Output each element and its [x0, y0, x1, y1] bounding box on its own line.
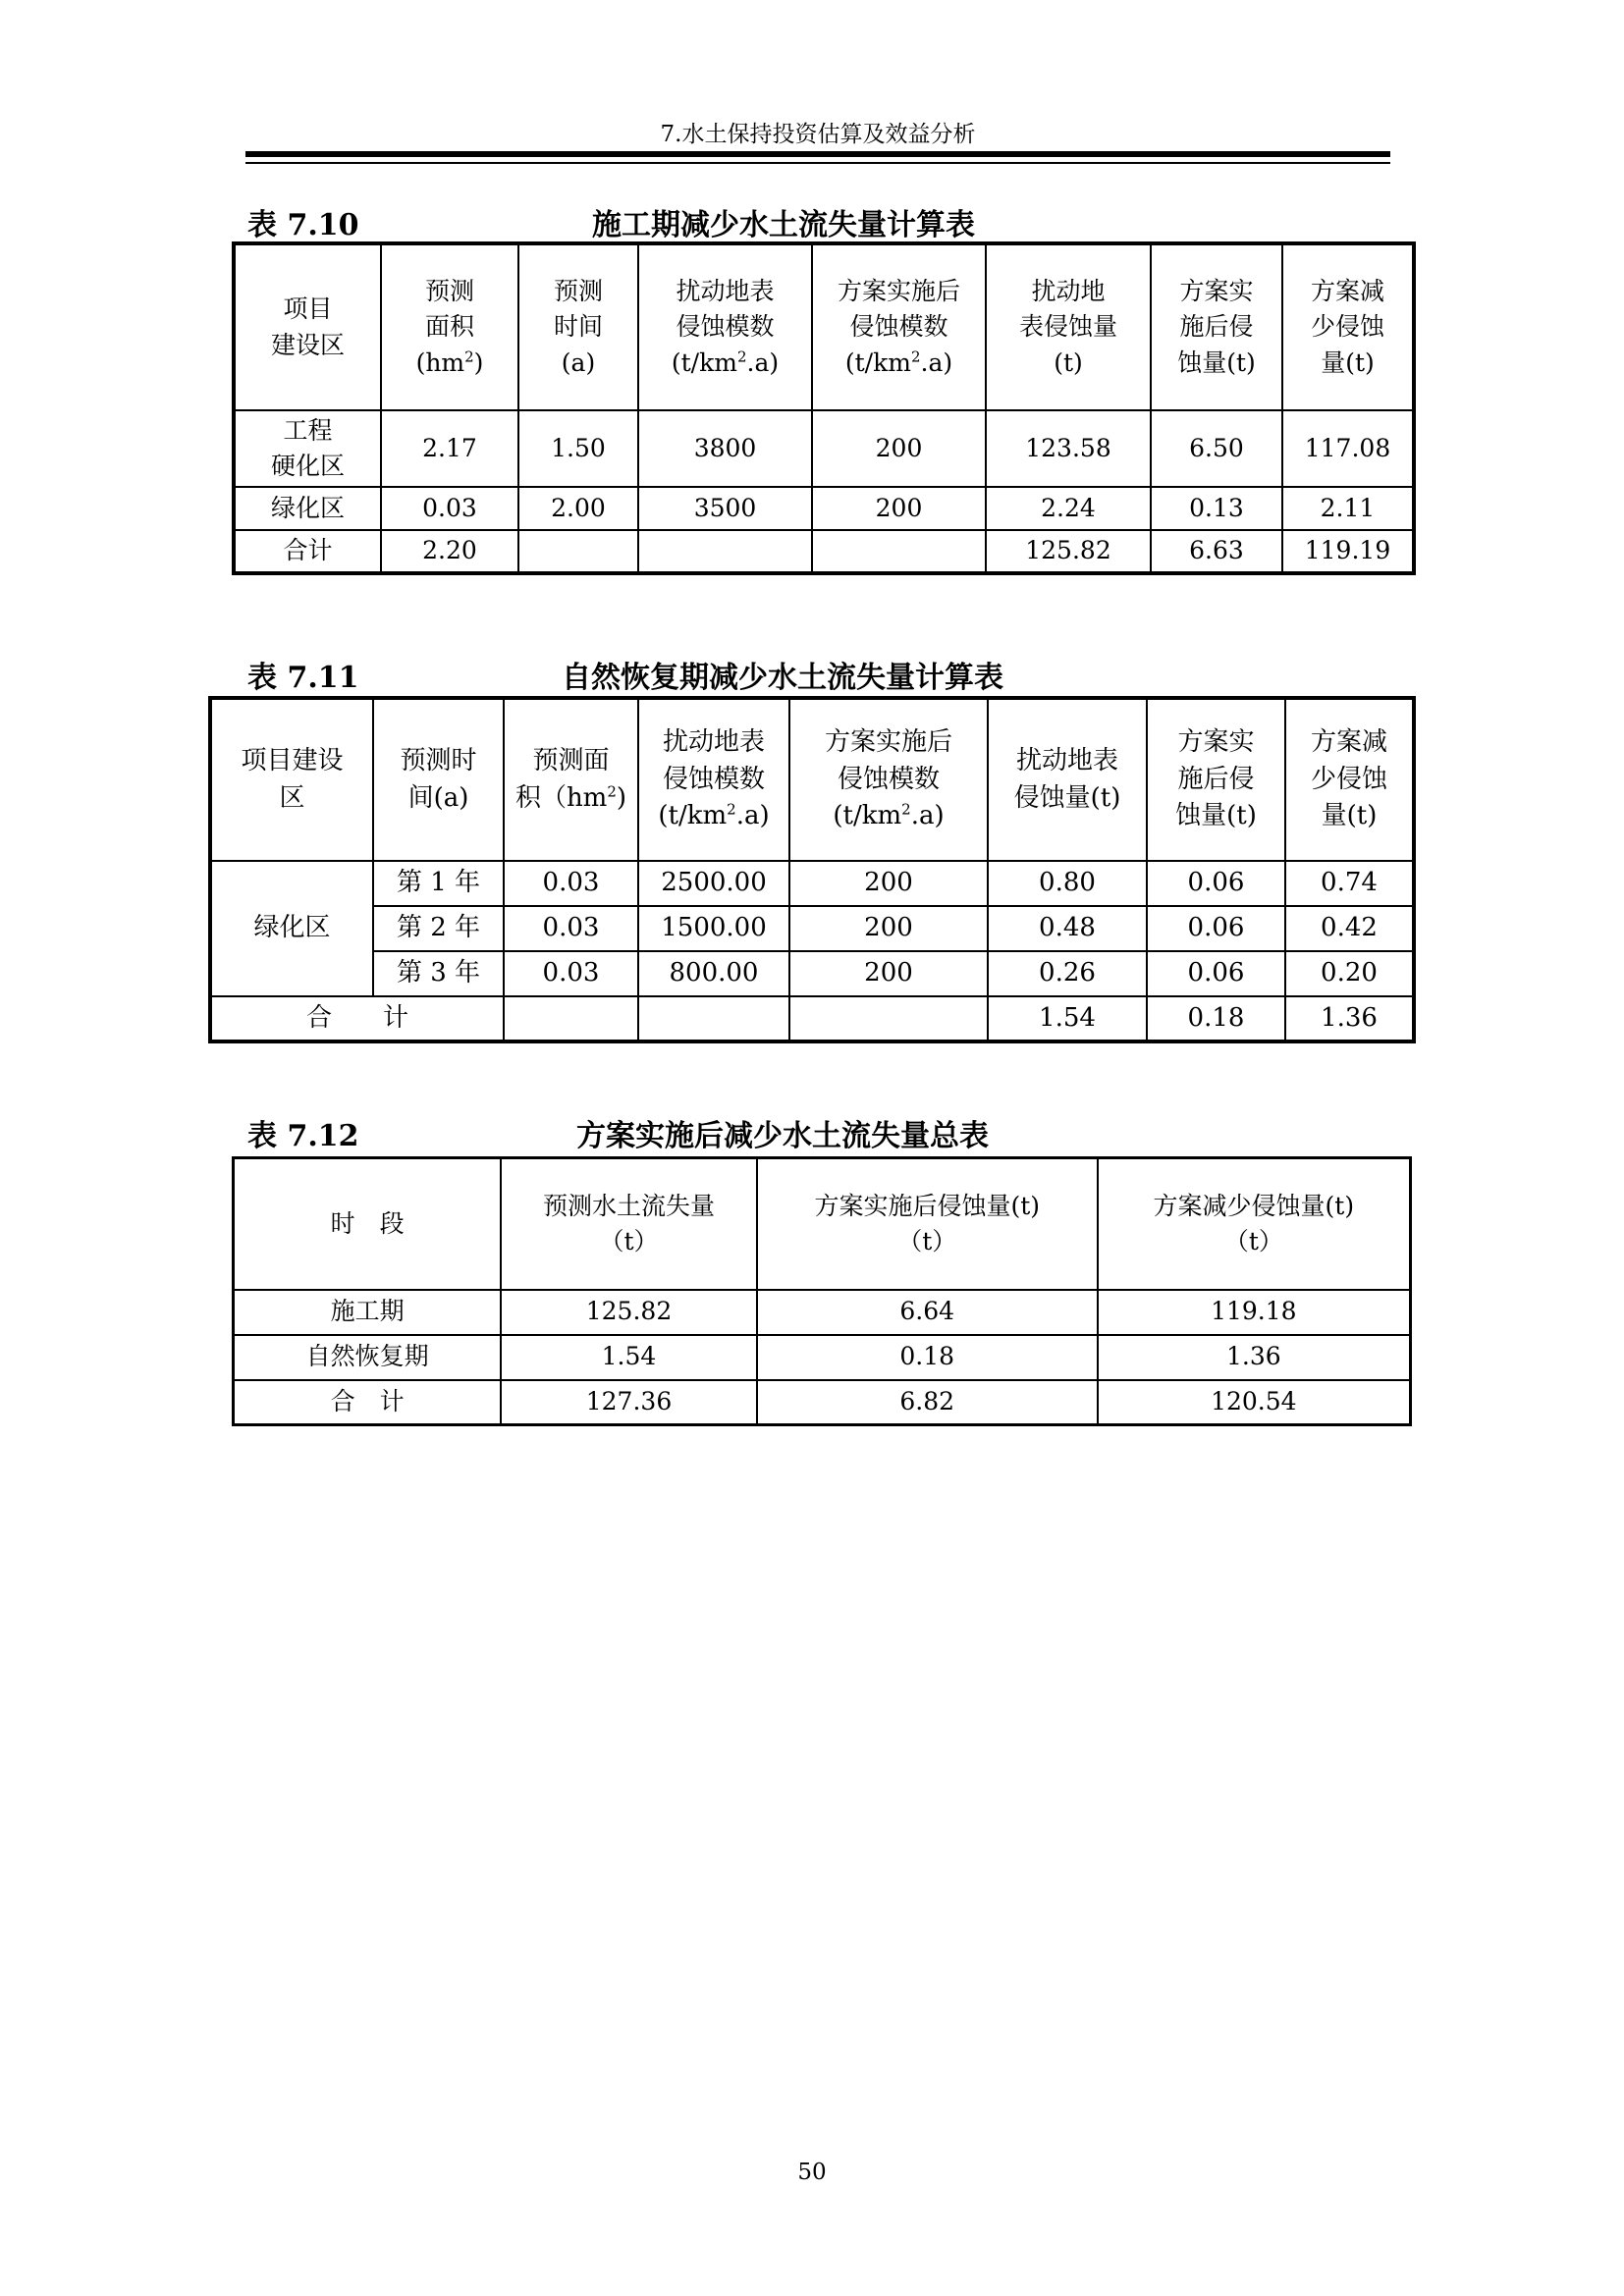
table-cell: 6.64 [757, 1290, 1098, 1335]
table-711 [208, 696, 1416, 1043]
column-header: 预测 时间 (a) [518, 243, 638, 410]
total-label: 合 计 [210, 996, 504, 1041]
table-title: 自然恢复期减少水土流失量计算表 [562, 661, 1003, 695]
table-cell [638, 530, 812, 573]
column-header: 扰动地表 侵蚀模数 $(t/km^2.a)$ [638, 698, 789, 861]
table-710 [232, 241, 1416, 575]
table-712 [232, 1156, 1412, 1426]
table-cell: 0.03 [504, 951, 638, 996]
table-header-row [234, 243, 1414, 410]
table-cell [789, 996, 988, 1041]
table-row [210, 906, 1414, 951]
table-cell: 2.00 [518, 487, 638, 530]
table-number: 表 7.11 [247, 661, 359, 695]
table-cell: 绿化区 [234, 487, 381, 530]
table-row [210, 861, 1414, 906]
page-number: 50 [797, 2160, 827, 2185]
column-header: 扰动地 表侵蚀量 (t) [986, 243, 1151, 410]
table-cell: 117.08 [1282, 410, 1414, 487]
column-header: 项目建设 区 [210, 698, 373, 861]
table-row [234, 1290, 1411, 1335]
column-header: 方案实 施后侵 蚀量(t) [1147, 698, 1285, 861]
table-cell: 3500 [638, 487, 812, 530]
table-cell: 1500.00 [638, 906, 789, 951]
column-header: 方案实 施后侵 蚀量(t) [1151, 243, 1282, 410]
table-cell: 合计 [234, 530, 381, 573]
table-cell: 119.19 [1282, 530, 1414, 573]
table-cell: 工程 硬化区 [234, 410, 381, 487]
table-cell: 0.03 [504, 861, 638, 906]
table-cell: 1.36 [1098, 1335, 1411, 1380]
table-cell: 合 计 [234, 1380, 502, 1425]
table-title: 施工期减少水土流失量计算表 [592, 208, 975, 242]
table-cell: 0.06 [1147, 861, 1285, 906]
table-cell: 0.18 [757, 1335, 1098, 1380]
table-cell: 第 1 年 [373, 861, 504, 906]
table-cell: 0.13 [1151, 487, 1282, 530]
table-cell: 1.54 [501, 1335, 757, 1380]
table-cell: 0.74 [1285, 861, 1414, 906]
table-cell: 第 2 年 [373, 906, 504, 951]
table-cell [812, 530, 986, 573]
table-cell: 0.18 [1147, 996, 1285, 1041]
table-title: 方案实施后减少水土流失量总表 [576, 1119, 989, 1153]
table-row [210, 951, 1414, 996]
column-header: 时 段 [234, 1158, 502, 1290]
table-cell [504, 996, 638, 1041]
table-header-row [210, 698, 1414, 861]
column-header: 预测水土流失量 （t） [501, 1158, 757, 1290]
column-header: 方案减少侵蚀量(t) （t） [1098, 1158, 1411, 1290]
table-cell: 0.03 [504, 906, 638, 951]
table-cell: 0.80 [988, 861, 1147, 906]
table-number: 表 7.12 [247, 1119, 359, 1153]
header-rule-thin [245, 162, 1390, 164]
table-cell: 2.11 [1282, 487, 1414, 530]
table-cell: 1.36 [1285, 996, 1414, 1041]
table-cell: 2500.00 [638, 861, 789, 906]
table-cell: 200 [812, 410, 986, 487]
table-cell: 1.50 [518, 410, 638, 487]
column-header: 预测 面积 $(hm^2)$ [381, 243, 518, 410]
table-cell: 1.54 [988, 996, 1147, 1041]
table-cell: 施工期 [234, 1290, 502, 1335]
table-cell: 第 3 年 [373, 951, 504, 996]
column-header: 预测时 间(a) [373, 698, 504, 861]
table-cell: 6.82 [757, 1380, 1098, 1425]
table-cell: 2.20 [381, 530, 518, 573]
table-cell: 0.06 [1147, 906, 1285, 951]
column-header: 预测面 积$(hm^2)$ [504, 698, 638, 861]
table-cell: 2.24 [986, 487, 1151, 530]
table-row [234, 530, 1414, 573]
column-header: 方案实施后 侵蚀模数 $(t/km^2.a)$ [789, 698, 988, 861]
table-cell: 200 [789, 951, 988, 996]
total-row [210, 996, 1414, 1041]
zone-cell: 绿化区 [210, 861, 373, 996]
table-cell: 0.06 [1147, 951, 1285, 996]
header-rule-thick [245, 151, 1390, 157]
column-header: 扰动地表 侵蚀模数 $(t/km^2.a)$ [638, 243, 812, 410]
table-cell: 120.54 [1098, 1380, 1411, 1425]
table-cell: 6.63 [1151, 530, 1282, 573]
table-cell: 2.17 [381, 410, 518, 487]
column-header: 方案减 少侵蚀 量(t) [1282, 243, 1414, 410]
table-cell: 200 [812, 487, 986, 530]
table-number: 表 7.10 [247, 208, 359, 242]
table-row [234, 1380, 1411, 1425]
table-cell: 0.03 [381, 487, 518, 530]
column-header: 项目 建设区 [234, 243, 381, 410]
table-cell: 127.36 [501, 1380, 757, 1425]
table-row [234, 1335, 1411, 1380]
table-cell: 0.26 [988, 951, 1147, 996]
table-cell: 125.82 [986, 530, 1151, 573]
table-cell: 125.82 [501, 1290, 757, 1335]
table-cell: 800.00 [638, 951, 789, 996]
column-header: 方案实施后侵蚀量(t) （t） [757, 1158, 1098, 1290]
table-cell: 119.18 [1098, 1290, 1411, 1335]
table-cell: 200 [789, 861, 988, 906]
table-cell: 200 [789, 906, 988, 951]
table-row [234, 410, 1414, 487]
column-header: 扰动地表 侵蚀量(t) [988, 698, 1147, 861]
table-row [234, 487, 1414, 530]
table-cell: 0.20 [1285, 951, 1414, 996]
table-cell [638, 996, 789, 1041]
table-cell: 123.58 [986, 410, 1151, 487]
table-cell: 0.42 [1285, 906, 1414, 951]
column-header: 方案实施后 侵蚀模数 $(t/km^2.a)$ [812, 243, 986, 410]
table-header-row [234, 1158, 1411, 1290]
table-cell: 3800 [638, 410, 812, 487]
table-cell: 6.50 [1151, 410, 1282, 487]
column-header: 方案减 少侵蚀 量(t) [1285, 698, 1414, 861]
table-cell: 自然恢复期 [234, 1335, 502, 1380]
table-cell [518, 530, 638, 573]
table-cell: 0.48 [988, 906, 1147, 951]
running-header: 7.水土保持投资估算及效益分析 [660, 122, 976, 147]
